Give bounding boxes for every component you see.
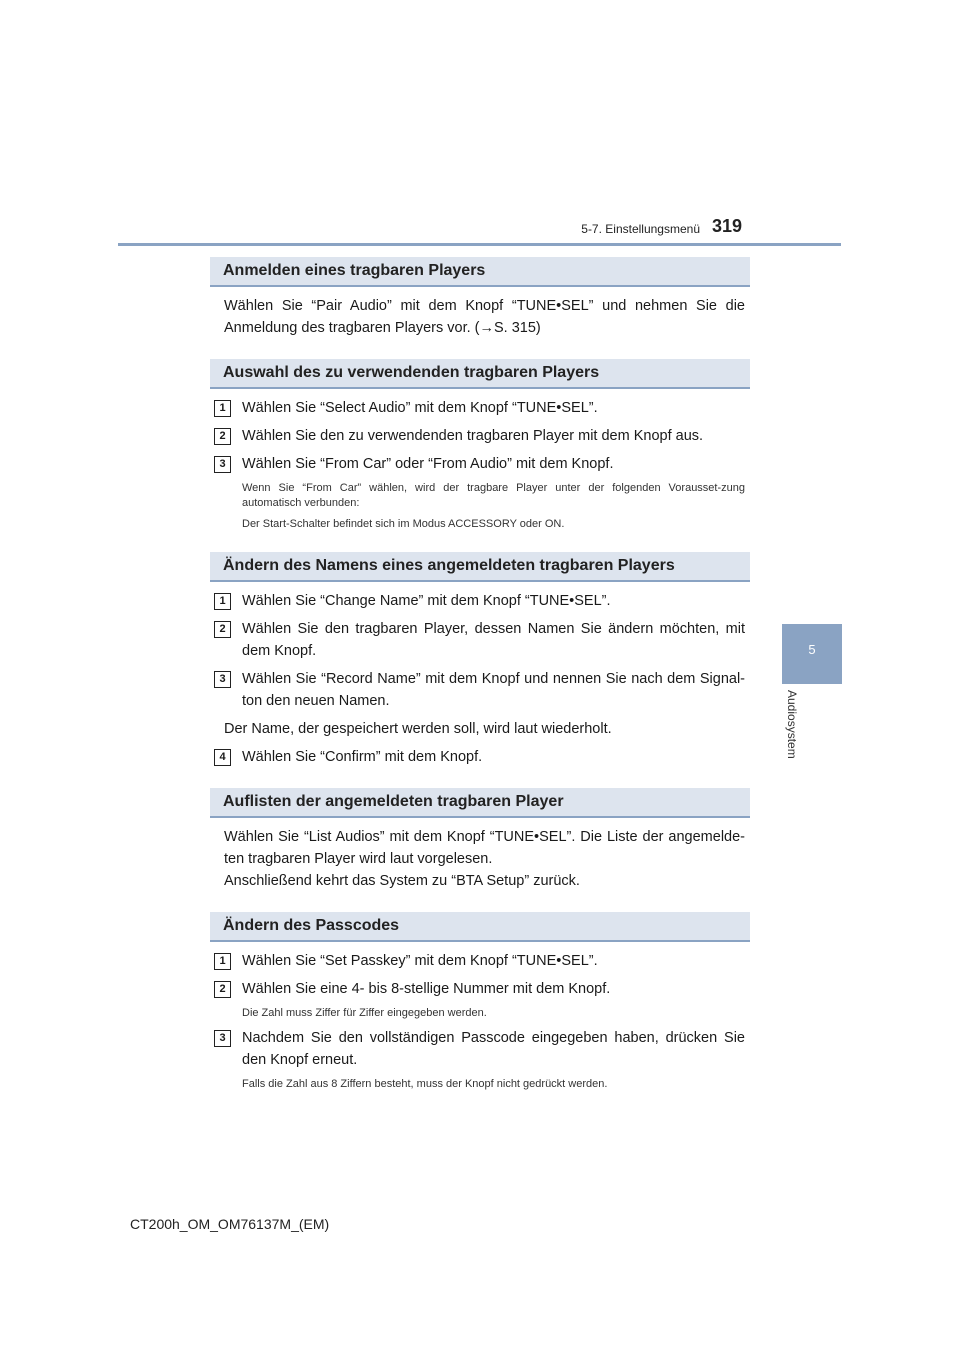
step-text: Wählen Sie “Record Name” mit dem Knopf und nennen Sie nach dem Signal-ton den neuen Namen. [242, 671, 745, 709]
paragraph: Der Name, der gespeichert werden soll, wird laut wiederholt. [224, 721, 612, 737]
step-text: Nachdem Sie den vollständigen Passcode eingegeben haben, drücken Sie den Knopf erneut. [242, 1030, 745, 1068]
page-content [210, 257, 750, 1098]
step-text: Wählen Sie den zu verwendenden tragbaren Player mit dem Knopf aus. [242, 428, 704, 444]
step-item [210, 453, 745, 475]
step-item [210, 590, 745, 612]
step-number: 1 [214, 400, 231, 417]
step-text: Wählen Sie “Select Audio” mit dem Knopf “TUNE•SEL”. [242, 400, 598, 416]
section-title-rename: Ändern des Namens eines angemeldeten tragbaren Players [210, 552, 750, 582]
section-title-select: Auswahl des zu verwendenden tragbaren Players [210, 359, 750, 389]
step-number: 1 [214, 953, 231, 970]
step-item [210, 425, 745, 447]
chapter-tab [782, 624, 842, 684]
step-item [210, 668, 745, 712]
step-item [210, 618, 745, 662]
step-item [210, 397, 745, 419]
section-title-pair: Anmelden eines tragbaren Players [210, 257, 750, 287]
step-text: Wählen Sie “Change Name” mit dem Knopf “TUNE•SEL”. [242, 593, 611, 609]
chapter-label-text: Audiosystem [785, 690, 799, 759]
step-number: 3 [214, 1030, 231, 1047]
section-title-list: Auflisten der angemeldeten tragbaren Player [210, 788, 750, 818]
step-number: 3 [214, 456, 231, 473]
step-item [210, 1027, 745, 1071]
step-item [210, 746, 745, 768]
step-number: 2 [214, 621, 231, 638]
step-text: Wählen Sie “Confirm” mit dem Knopf. [242, 749, 483, 765]
page-number: 319 [712, 216, 743, 236]
step-number: 1 [214, 593, 231, 610]
step-text: Wählen Sie “From Car” oder “From Audio” mit dem Knopf. [242, 456, 614, 472]
note: Der Start-Schalter befindet sich im Modus ACCESSORY oder ON. [242, 518, 565, 530]
paragraph: Wählen Sie “List Audios” mit dem Knopf “TUNE•SEL”. Die Liste der angemelde-ten tragbaren Player wird laut vorgelesen. [224, 829, 745, 867]
header-rule [118, 243, 841, 246]
chapter-number: 5 [808, 642, 816, 657]
page-header [0, 0, 960, 250]
step-item [210, 950, 745, 972]
paragraph: Wählen Sie “Pair Audio” mit dem Knopf “TUNE•SEL” und nehmen Sie die Anmeldung des tragbaren Players vor. (→S. 315) [224, 298, 745, 336]
step-text: Wählen Sie den tragbaren Player, dessen Namen Sie ändern möchten, mit dem Knopf. [242, 621, 745, 659]
step-item [210, 978, 745, 1000]
step-number: 2 [214, 981, 231, 998]
note: Die Zahl muss Ziffer für Ziffer eingegeben werden. [242, 1007, 487, 1019]
note: Wenn Sie “From Car” wählen, wird der tragbare Player unter der folgenden Vorausset-zung automatisch verbunden: [242, 482, 745, 509]
document-code: CT200h_OM_OM76137M_(EM) [130, 1216, 330, 1232]
chapter-label [772, 690, 812, 780]
step-text: Wählen Sie “Set Passkey” mit dem Knopf “TUNE•SEL”. [242, 953, 598, 969]
step-number: 3 [214, 671, 231, 688]
step-number: 4 [214, 749, 231, 766]
paragraph: Anschließend kehrt das System zu “BTA Setup” zurück. [224, 873, 580, 889]
note: Falls die Zahl aus 8 Ziffern besteht, muss der Knopf nicht gedrückt werden. [242, 1078, 608, 1090]
section-title-passcode: Ändern des Passcodes [210, 912, 750, 942]
step-number: 2 [214, 428, 231, 445]
section-heading: 5-7. Einstellungsmenü [581, 222, 700, 236]
step-text: Wählen Sie eine 4- bis 8-stellige Nummer mit dem Knopf. [242, 981, 611, 997]
